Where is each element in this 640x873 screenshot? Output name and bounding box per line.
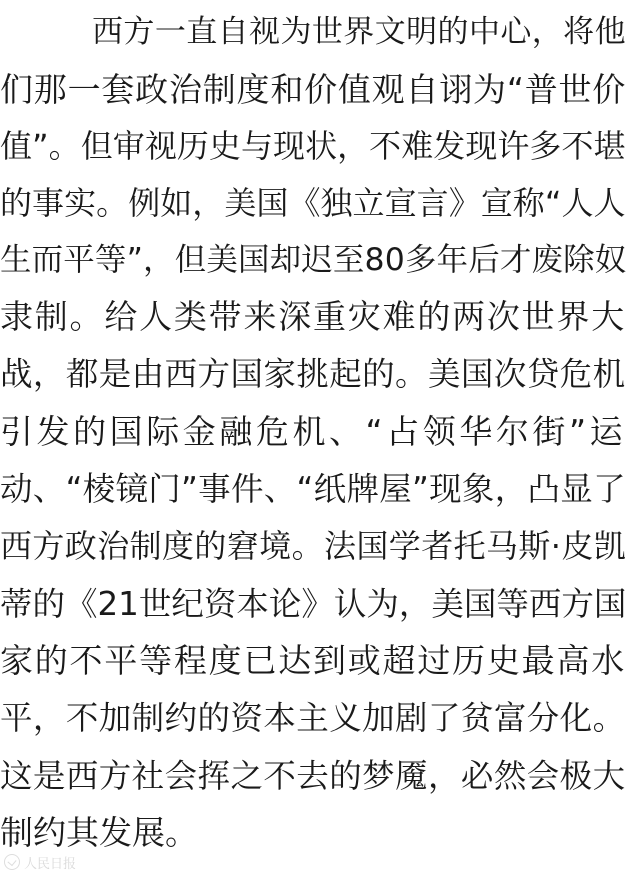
- paragraph-line: 制约其发展。: [0, 813, 198, 852]
- paragraph-line: 西方一直自视为世界文明的中心，将他: [92, 14, 626, 50]
- paragraph-line: 西方政治制度的窘境。法国学者托马斯·皮凯: [0, 527, 627, 565]
- paragraph-line: 蒂的《21世纪资本论》认为，美国等西方国: [0, 585, 627, 623]
- paragraph-line: 隶制。给人类带来深重灾难的两次世界大: [0, 297, 626, 336]
- paragraph-line: 值”。但审视历史与现状，不难发现许多不堪: [0, 127, 626, 165]
- paragraph-line: 家的不平等程度已达到或超过历史最高水: [0, 641, 626, 680]
- paragraph-line: 这是西方社会挥之不去的梦魇，必然会极大: [0, 757, 626, 795]
- watermark: [4, 852, 76, 872]
- watermark-text: 人民日报: [24, 856, 77, 872]
- paragraph-line: 的事实。例如，美国《独立宣言》宣称“人人: [0, 184, 626, 222]
- paragraph-line: 平，不加制约的资本主义加剧了贫富分化。: [0, 699, 626, 737]
- paragraph-line: 战，都是由西方国家挑起的。美国次贷危机: [0, 355, 626, 393]
- paragraph-line: 动、“棱镜门”事件、“纸牌屋”现象，凸显了: [0, 470, 626, 508]
- paragraph-line: 们那一套政治制度和价值观自诩为“普世价: [0, 70, 627, 109]
- paragraph-line: 引发的国际金融危机、“占领华尔街”运: [0, 412, 627, 451]
- watermark-logo-icon: [4, 854, 20, 870]
- paragraph-line: 生而平等”，但美国却迟至80多年后才废除奴: [0, 242, 627, 278]
